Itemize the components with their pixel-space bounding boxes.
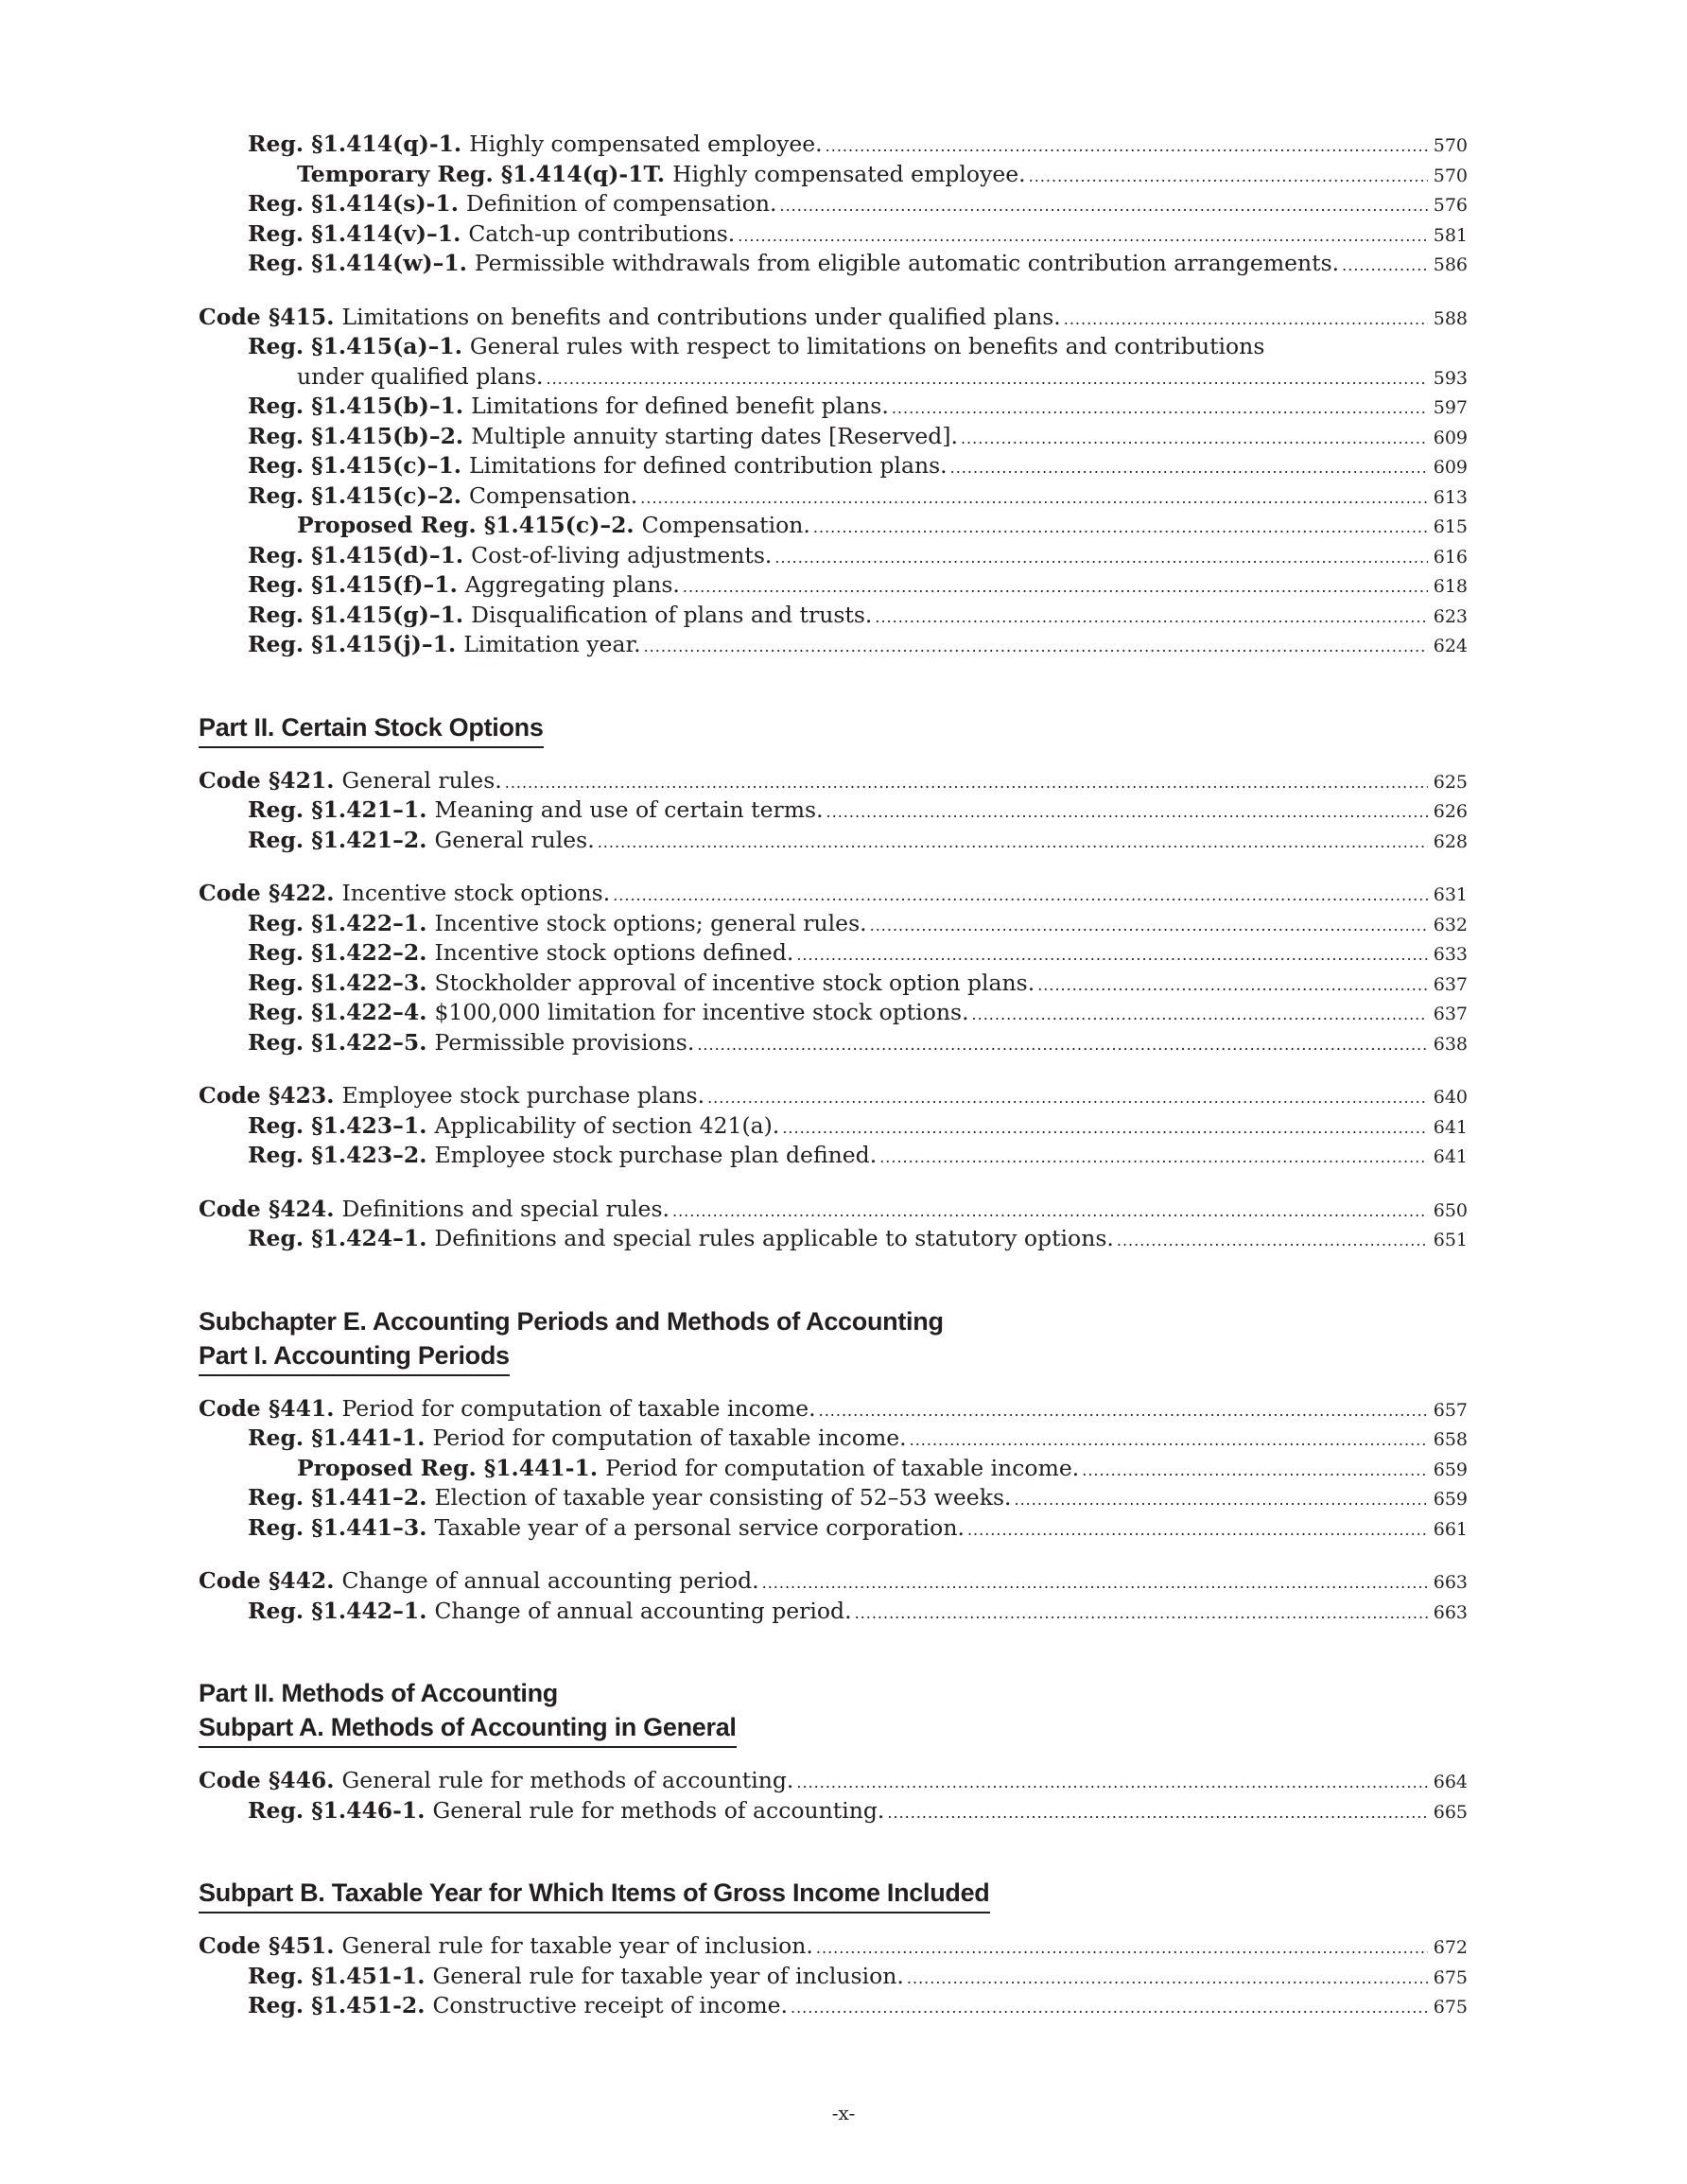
section-spacer <box>199 1172 1468 1196</box>
entry-reference: Reg. §1.441–2. <box>248 1484 427 1511</box>
entry-title: Definitions and special rules applicable to statutory options. <box>434 1225 1114 1251</box>
entry-title: Compensation. <box>468 481 638 509</box>
entry-page-number: 631 <box>1433 884 1468 905</box>
entry-title: Cost-of-living adjustments. <box>471 541 773 568</box>
entry-page-number: 637 <box>1433 973 1468 995</box>
toc-entry[interactable] <box>199 910 1468 940</box>
toc-entry[interactable] <box>199 1082 1468 1112</box>
toc-entry[interactable] <box>199 1767 1468 1797</box>
toc-entry[interactable] <box>199 1963 1468 1993</box>
toc-entry[interactable] <box>199 1225 1468 1255</box>
entry-title: Incentive stock options; general rules. <box>434 909 867 936</box>
entry-title: General rules. <box>341 766 502 794</box>
entry-page-number: 661 <box>1433 1518 1468 1540</box>
dot-leader <box>791 1999 1428 2017</box>
toc-entry[interactable] <box>199 767 1468 797</box>
entry-title: Period for computation of taxable income. <box>341 1394 816 1422</box>
dot-leader <box>1037 976 1428 994</box>
dot-leader <box>826 803 1428 821</box>
dot-leader <box>644 638 1428 655</box>
entry-page-number: 641 <box>1433 1116 1468 1138</box>
entry-reference: Reg. §1.421–1. <box>248 796 427 823</box>
dot-leader <box>1015 1491 1429 1509</box>
dot-leader <box>738 227 1428 245</box>
entry-title-continued: under qualified plans. <box>297 362 544 390</box>
entry-reference: Reg. §1.415(c)–1. <box>248 452 461 479</box>
entry-page-number: 618 <box>1433 576 1468 597</box>
section-spacer <box>199 280 1468 304</box>
entry-title: Disqualification of plans and trusts. <box>471 601 873 628</box>
entry-reference: Proposed Reg. §1.415(c)–2. <box>297 512 635 538</box>
entry-reference: Reg. §1.451-1. <box>248 1962 426 1989</box>
entry-page-number: 581 <box>1433 224 1468 246</box>
dot-leader <box>1064 310 1428 328</box>
dot-leader <box>910 1431 1428 1449</box>
toc-entry[interactable] <box>199 602 1468 632</box>
entry-reference: Code §442. <box>199 1567 335 1594</box>
entry-page-number: 664 <box>1433 1772 1468 1792</box>
section-spacer <box>199 1826 1468 1864</box>
entry-page-number: 663 <box>1433 1601 1468 1623</box>
toc-entry[interactable] <box>199 939 1468 970</box>
entry-title: Highly compensated employee. <box>469 131 823 157</box>
entry-title: Limitations for defined benefit plans. <box>471 393 889 419</box>
entry-reference: Reg. §1.422–1. <box>248 909 427 936</box>
dot-leader <box>1029 167 1428 185</box>
entry-title: Aggregating plans. <box>464 571 680 598</box>
entry-reference: Reg. §1.424–1. <box>248 1225 427 1251</box>
entry-title: General rule for methods of accounting. <box>432 1796 885 1824</box>
entry-page-number: 638 <box>1433 1033 1468 1055</box>
entry-page-number: 628 <box>1433 830 1468 852</box>
entry-page-number: 675 <box>1433 1997 1468 2018</box>
entry-reference: Reg. §1.415(a)–1. <box>248 333 462 359</box>
entry-reference: Reg. §1.422–2. <box>248 939 427 966</box>
entry-page-number: 659 <box>1433 1489 1468 1510</box>
toc-entry[interactable] <box>199 1514 1468 1545</box>
entry-reference: Reg. §1.422–4. <box>248 999 427 1025</box>
dot-leader <box>640 489 1428 507</box>
entry-reference: Reg. §1.414(w)–1. <box>248 250 467 276</box>
entry-title: General rules with respect to limitations on benefits and contributions <box>469 333 1265 359</box>
dot-leader <box>613 886 1428 904</box>
entry-reference: Code §446. <box>199 1767 335 1793</box>
entry-page-number: 632 <box>1433 914 1468 935</box>
toc-entry-continuation[interactable] <box>199 363 1468 393</box>
entry-page-number: 616 <box>1433 546 1468 568</box>
dot-leader <box>892 399 1428 417</box>
dot-leader <box>779 197 1428 215</box>
heading-text: Subchapter E. Accounting Periods and Methods of Accounting <box>199 1306 944 1336</box>
entry-reference: Reg. §1.415(b)–1. <box>248 393 464 419</box>
dot-leader <box>774 549 1428 567</box>
entry-page-number: 570 <box>1433 165 1468 186</box>
entry-page-number: 597 <box>1433 397 1468 418</box>
entry-page-number: 641 <box>1433 1146 1468 1167</box>
toc-entry[interactable] <box>199 393 1468 423</box>
entry-page-number: 640 <box>1433 1087 1468 1108</box>
entry-title: General rule for taxable year of inclusion. <box>432 1962 904 1989</box>
dot-leader <box>796 1773 1428 1791</box>
toc-entry[interactable] <box>199 1992 1468 2022</box>
section-spacer <box>199 661 1468 699</box>
entry-page-number: 609 <box>1433 457 1468 478</box>
toc-entry[interactable] <box>199 1395 1468 1425</box>
entry-title: Catch-up contributions. <box>468 219 736 247</box>
dot-leader <box>950 459 1428 477</box>
entry-title: General rules. <box>434 826 595 853</box>
entry-page-number: 609 <box>1433 427 1468 448</box>
toc-entry[interactable] <box>199 190 1468 220</box>
dot-leader <box>1117 1232 1428 1249</box>
toc-entry[interactable] <box>199 452 1468 482</box>
entry-reference: Code §423. <box>199 1082 335 1109</box>
section-heading <box>199 1676 1468 1748</box>
dot-leader <box>1342 256 1428 274</box>
entry-reference: Reg. §1.414(s)-1. <box>248 190 459 217</box>
dot-leader <box>875 608 1428 626</box>
entry-title: Definitions and special rules. <box>341 1195 670 1222</box>
entry-title: Period for computation of taxable income. <box>432 1424 907 1451</box>
entry-reference: Reg. §1.423–1. <box>248 1111 427 1139</box>
entry-page-number: 659 <box>1433 1459 1468 1480</box>
toc-entry[interactable] <box>199 542 1468 572</box>
section-heading <box>199 1876 1468 1913</box>
entry-reference: Reg. §1.442–1. <box>248 1597 427 1624</box>
dot-leader <box>961 429 1428 447</box>
dot-leader <box>505 774 1428 792</box>
entry-page-number: 576 <box>1433 195 1468 216</box>
entry-title: Incentive stock options defined. <box>434 939 794 966</box>
entry-title: Multiple annuity starting dates [Reserved]. <box>471 422 958 449</box>
toc-entry[interactable] <box>199 571 1468 602</box>
dot-leader <box>683 578 1428 596</box>
heading-text: Part II. Certain Stock Options <box>199 710 544 748</box>
toc-entry[interactable] <box>199 1932 1468 1963</box>
entry-title: Applicability of section 421(a). <box>434 1111 780 1139</box>
entry-page-number: 624 <box>1433 636 1468 656</box>
entry-title: Employee stock purchase plans. <box>341 1082 705 1109</box>
entry-title: Highly compensated employee. <box>672 160 1026 187</box>
table-of-contents <box>199 131 1468 2022</box>
entry-page-number: 663 <box>1433 1572 1468 1593</box>
entry-title: Limitation year. <box>463 631 641 657</box>
entry-reference: Reg. §1.415(j)–1. <box>248 631 457 657</box>
entry-reference: Reg. §1.451-2. <box>248 1992 426 2018</box>
entry-reference: Reg. §1.415(g)–1. <box>248 601 464 628</box>
toc-entry[interactable] <box>199 161 1468 191</box>
toc-entry[interactable] <box>199 1424 1468 1455</box>
toc-entry[interactable] <box>199 1455 1468 1485</box>
section-spacer <box>199 1255 1468 1293</box>
heading-text: Subpart B. Taxable Year for Which Items of Gross Income Included <box>199 1876 990 1913</box>
toc-entry[interactable] <box>199 970 1468 1000</box>
heading-text: Subpart A. Methods of Accounting in General <box>199 1710 737 1748</box>
entry-reference: Reg. §1.446-1. <box>248 1796 426 1824</box>
dot-leader <box>887 1804 1428 1822</box>
page-number: -x- <box>831 2102 856 2124</box>
dot-leader <box>762 1574 1428 1592</box>
entry-page-number: 650 <box>1433 1199 1468 1221</box>
entry-title: Employee stock purchase plan defined. <box>434 1142 878 1168</box>
toc-entry[interactable] <box>199 1142 1468 1172</box>
toc-entry[interactable] <box>199 131 1468 161</box>
dot-leader <box>826 137 1428 155</box>
toc-entry[interactable] <box>199 482 1468 513</box>
entry-title: Limitations on benefits and contributions under qualified plans. <box>341 303 1061 330</box>
entry-reference: Code §421. <box>199 766 335 794</box>
entry-reference: Code §424. <box>199 1195 335 1222</box>
entry-title: Incentive stock options. <box>341 880 611 906</box>
dot-leader <box>816 1939 1428 1957</box>
toc-entry[interactable] <box>199 1112 1468 1143</box>
toc-entry[interactable] <box>199 512 1468 542</box>
entry-reference: Reg. §1.415(c)–2. <box>248 481 461 509</box>
dot-leader <box>907 1969 1428 1987</box>
entry-page-number: 586 <box>1433 254 1468 275</box>
dot-leader <box>672 1202 1428 1220</box>
dot-leader <box>796 946 1428 964</box>
toc-entry[interactable] <box>199 1598 1468 1628</box>
entry-title: Definition of compensation. <box>465 190 777 217</box>
toc-entry[interactable] <box>199 880 1468 910</box>
toc-entry[interactable] <box>199 999 1468 1029</box>
entry-title: General rule for methods of accounting. <box>341 1767 794 1793</box>
entry-title: Permissible withdrawals from eligible automatic contribution arrangements. <box>474 250 1340 276</box>
entry-title: Limitations for defined contribution plans. <box>468 452 948 479</box>
section-heading <box>199 710 1468 748</box>
entry-title: Constructive receipt of income. <box>432 1992 788 2018</box>
heading-text: Part II. Methods of Accounting <box>199 1679 558 1707</box>
toc-entry[interactable] <box>199 796 1468 827</box>
toc-entry[interactable] <box>199 423 1468 453</box>
dot-leader <box>870 917 1428 935</box>
section-spacer <box>199 856 1468 880</box>
dot-leader <box>546 370 1428 388</box>
dot-leader <box>819 1402 1428 1420</box>
section-heading <box>199 1304 1468 1376</box>
entry-reference: Reg. §1.423–2. <box>248 1142 427 1168</box>
entry-title: Change of annual accounting period. <box>341 1567 759 1594</box>
dot-leader <box>967 1521 1428 1539</box>
entry-reference: Code §415. <box>199 303 335 330</box>
entry-page-number: 651 <box>1433 1230 1468 1250</box>
entry-title: Election of taxable year consisting of 52–53 weeks. <box>434 1484 1012 1511</box>
entry-reference: Code §451. <box>199 1932 335 1959</box>
entry-page-number: 626 <box>1433 801 1468 822</box>
toc-entry[interactable] <box>199 1029 1468 1059</box>
entry-reference: Reg. §1.415(d)–1. <box>248 541 464 568</box>
entry-page-number: 657 <box>1433 1399 1468 1421</box>
section-spacer <box>199 1058 1468 1082</box>
entry-page-number: 675 <box>1433 1966 1468 1988</box>
entry-reference: Reg. §1.441-1. <box>248 1424 426 1451</box>
dot-leader <box>1082 1461 1428 1479</box>
entry-page-number: 570 <box>1433 135 1468 156</box>
dot-leader <box>782 1119 1428 1137</box>
entry-reference: Reg. §1.422–3. <box>248 969 427 996</box>
entry-reference: Reg. §1.414(q)-1. <box>248 131 462 157</box>
entry-title: Stockholder approval of incentive stock option plans. <box>434 969 1035 996</box>
entry-title: Period for computation of taxable income. <box>605 1454 1080 1481</box>
entry-page-number: 637 <box>1433 1004 1468 1024</box>
toc-entry[interactable] <box>199 827 1468 857</box>
toc-entry[interactable] <box>199 1196 1468 1226</box>
entry-page-number: 658 <box>1433 1429 1468 1450</box>
toc-entry[interactable] <box>199 1484 1468 1514</box>
entry-page-number: 593 <box>1433 367 1468 389</box>
entry-title: Meaning and use of certain terms. <box>434 796 824 823</box>
entry-page-number: 588 <box>1433 307 1468 329</box>
entry-page-number: 633 <box>1433 944 1468 965</box>
entry-title: Change of annual accounting period. <box>434 1597 852 1624</box>
entry-reference: Reg. §1.415(b)–2. <box>248 422 464 449</box>
entry-title: General rule for taxable year of inclusion. <box>341 1932 813 1959</box>
entry-title: Compensation. <box>641 512 810 538</box>
entry-reference: Reg. §1.441–3. <box>248 1513 427 1541</box>
entry-reference: Proposed Reg. §1.441-1. <box>297 1454 599 1481</box>
entry-title: Permissible provisions. <box>434 1028 695 1056</box>
toc-entry[interactable] <box>199 333 1468 363</box>
dot-leader <box>855 1604 1428 1622</box>
entry-reference: Reg. §1.415(f)–1. <box>248 571 458 598</box>
entry-reference: Code §422. <box>199 880 335 906</box>
entry-page-number: 613 <box>1433 486 1468 508</box>
dot-leader <box>707 1089 1428 1107</box>
toc-entry[interactable] <box>199 631 1468 661</box>
dot-leader <box>879 1148 1428 1166</box>
entry-reference: Reg. §1.414(v)–1. <box>248 219 461 247</box>
entry-page-number: 615 <box>1433 516 1468 537</box>
toc-entry[interactable] <box>199 1797 1468 1827</box>
dot-leader <box>598 833 1428 851</box>
entry-reference: Reg. §1.421–2. <box>248 826 427 853</box>
entry-title: $100,000 limitation for incentive stock options. <box>434 999 969 1025</box>
entry-page-number: 665 <box>1433 1801 1468 1823</box>
entry-reference: Code §441. <box>199 1394 335 1422</box>
entry-page-number: 625 <box>1433 771 1468 793</box>
entry-reference: Reg. §1.422–5. <box>248 1028 427 1056</box>
section-spacer <box>199 1627 1468 1665</box>
entry-reference: Temporary Reg. §1.414(q)-1T. <box>297 160 666 187</box>
heading-text: Part I. Accounting Periods <box>199 1338 510 1376</box>
toc-entry[interactable] <box>199 1567 1468 1598</box>
section-spacer <box>199 1544 1468 1567</box>
entry-page-number: 623 <box>1433 605 1468 627</box>
dot-leader <box>813 518 1428 536</box>
toc-entry[interactable] <box>199 250 1468 280</box>
dot-leader <box>697 1036 1428 1054</box>
entry-page-number: 672 <box>1433 1937 1468 1958</box>
toc-entry[interactable] <box>199 220 1468 251</box>
entry-title: Taxable year of a personal service corporation. <box>434 1513 965 1541</box>
toc-entry[interactable] <box>199 304 1468 334</box>
dot-leader <box>972 1005 1428 1023</box>
